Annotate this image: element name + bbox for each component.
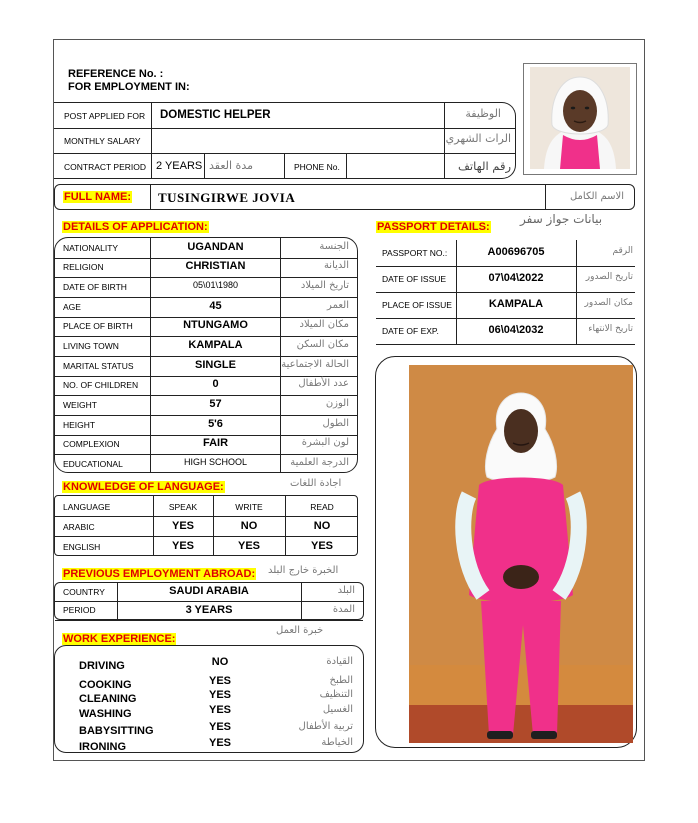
country-label: COUNTRY [63,587,105,597]
row-arabic: الجنسة [319,240,349,252]
passport-details-arabic: بيانات جواز سفر [520,212,603,226]
work-label: COOKING [79,679,132,691]
work-value: YES [208,721,231,733]
row-label: RELIGION [63,262,104,273]
work-label: IRONING [79,741,127,753]
work-experience-arabic: خبرة العمل [276,625,324,636]
table-row [55,277,357,298]
work-label: BABYSITTING [79,725,154,737]
contract-period-arabic: مدة العقد [209,159,253,172]
knowledge-of-language-arabic: اجادة اللغات [290,478,342,489]
table-row [55,258,357,279]
work-arabic: الغسيل [322,704,353,715]
row-label: EDUCATIONAL [63,459,123,470]
full-name-value: TUSINGIRWE JOVIA [158,190,296,205]
full-name-arabic: الاسم الكامل [569,191,624,202]
table-row [55,454,357,474]
work-label: DRIVING [79,660,125,672]
table-row [55,238,357,259]
work-value: YES [208,704,231,716]
row-label: COMPLEXION [63,439,120,450]
row-label: DATE OF BIRTH [63,282,127,293]
post-applied-value: DOMESTIC HELPER [160,109,271,121]
row-label: NO. OF CHILDREN [63,380,139,391]
previous-employment-arabic: الخبرة خارج البلد [268,565,339,576]
passport-value: 06\04\2032 [488,324,544,336]
country-value: SAUDI ARABIA [169,585,249,597]
work-label: WASHING [79,708,132,720]
row-value: 05\01\1980 [192,280,239,291]
passport-value: A00696705 [487,246,545,258]
row-arabic: الوزن [325,398,349,410]
monthly-salary-arabic: الرات الشهري [445,132,511,145]
language-cell: ARABIC [63,522,95,532]
work-label: CLEANING [79,693,137,705]
language-cell: READ [310,502,334,512]
work-arabic: التنظيف [319,689,353,700]
row-value: 45 [209,299,222,312]
passport-row [376,240,635,267]
passport-label: DATE OF EXP. [382,326,439,336]
row-value: SINGLE [195,358,236,371]
row-arabic: عدد الأطفال [298,378,349,390]
period-value: 3 YEARS [185,604,233,616]
table-row [55,376,357,397]
language-cell: YES [171,520,194,532]
passport-arabic: مكان الصدور [584,298,633,308]
work-experience-heading: WORK EXPERIENCE: [63,633,176,645]
row-label: PLACE OF BIRTH [63,321,133,332]
post-applied-label: POST APPLIED FOR [64,111,146,121]
table-row [55,395,357,416]
work-value: NO [211,656,229,668]
row-label: WEIGHT [63,400,97,411]
row-arabic: العمر [327,299,349,311]
monthly-salary-label: MONTHLY SALARY [64,136,141,146]
work-arabic: الطبخ [329,675,353,686]
passport-arabic: تاريخ الصدور [585,272,633,282]
full-name-row [54,184,635,210]
work-value: YES [208,689,231,701]
row-value: CHRISTIAN [185,260,246,273]
reference-number-label: REFERENCE No. : [68,68,164,80]
language-cell: LANGUAGE [63,502,111,512]
passport-label: PASSPORT NO.: [382,248,448,258]
language-cell: ENGLISH [63,542,101,552]
row-arabic: لون البشرة [301,437,349,449]
work-value: YES [208,675,231,687]
contract-period-value: 2 YEARS [156,160,203,172]
reference-header [68,68,190,94]
work-arabic: الخياطة [321,737,353,748]
row-label: AGE [63,301,81,312]
language-cell: NO [313,520,331,532]
country-arabic: البلد [337,585,355,596]
full-name-label: FULL NAME: [64,191,132,203]
language-cell: SPEAK [168,502,198,512]
portrait-photo-frame [523,63,637,175]
table-row [55,336,357,357]
language-cell: YES [171,540,194,552]
passport-arabic: تاريخ الانتهاء [588,324,633,334]
period-label: PERIOD [63,605,96,615]
passport-details-heading: PASSPORT DETAILS: [377,221,490,233]
passport-value: 07\04\2022 [488,272,544,284]
application-table [54,237,358,473]
knowledge-of-language-heading: KNOWLEDGE OF LANGUAGE: [63,481,224,493]
work-arabic: القيادة [326,656,353,667]
phone-arabic: رقم الهاتف [458,159,511,173]
work-experience-table [54,645,364,753]
full-body-photo-frame [375,356,637,748]
row-label: HEIGHT [63,419,96,430]
language-cell: NO [240,520,258,532]
details-of-application-heading: DETAILS OF APPLICATION: [63,221,208,233]
language-cell: YES [237,540,260,552]
full-body-photo [409,365,633,743]
passport-row [376,266,635,293]
row-value: UGANDAN [187,240,244,253]
passport-table [376,240,635,344]
row-arabic: الدرجة العلمية [290,457,349,469]
passport-label: PLACE OF ISSUE [382,300,452,310]
row-label: NATIONALITY [63,242,119,253]
language-header-row [55,496,357,517]
passport-row [376,292,635,319]
row-arabic: الديانة [323,260,349,272]
row-value: FAIR [202,437,229,450]
table-row [55,435,357,456]
employment-in-label: FOR EMPLOYMENT IN: [68,81,190,93]
work-value: YES [208,737,231,749]
post-section [54,102,516,179]
contract-period-label: CONTRACT PERIOD [64,162,147,172]
table-row [55,415,357,436]
work-arabic: تربية الأطفال [298,721,353,732]
table-row [55,356,357,377]
row-value: 57 [209,398,222,411]
row-label: LIVING TOWN [63,341,119,352]
row-arabic: مكان الميلاد [299,319,349,331]
row-arabic: الطول [322,417,349,429]
row-value: 5'6 [208,417,223,430]
row-arabic: تاريخ الميلاد [300,280,349,292]
row-value: KAMPALA [188,339,243,352]
row-value: 0 [212,378,219,391]
table-row [55,317,357,338]
row-arabic: الحالة الاجتماعية [281,358,349,370]
row-value: NTUNGAMO [183,319,248,332]
previous-employment-heading: PREVIOUS EMPLOYMENT ABROAD: [63,568,256,580]
period-arabic: المدة [332,604,355,615]
language-table [54,495,358,556]
previous-employment-table [54,582,364,620]
passport-value: KAMPALA [488,298,544,310]
passport-arabic: الرقم [612,246,633,256]
row-arabic: مكان السكن [296,339,349,351]
language-cell: YES [310,540,333,552]
language-cell: WRITE [235,502,263,512]
row-value: HIGH SCHOOL [183,457,247,468]
table-row [55,297,357,318]
portrait-photo [530,67,630,169]
post-applied-arabic: الوظيفة [465,107,501,120]
row-label: MARITAL STATUS [63,360,134,371]
language-row [55,536,357,556]
language-row [55,516,357,537]
passport-row [376,318,635,345]
phone-label: PHONE No. [294,162,340,172]
passport-label: DATE OF ISSUE [382,274,447,284]
